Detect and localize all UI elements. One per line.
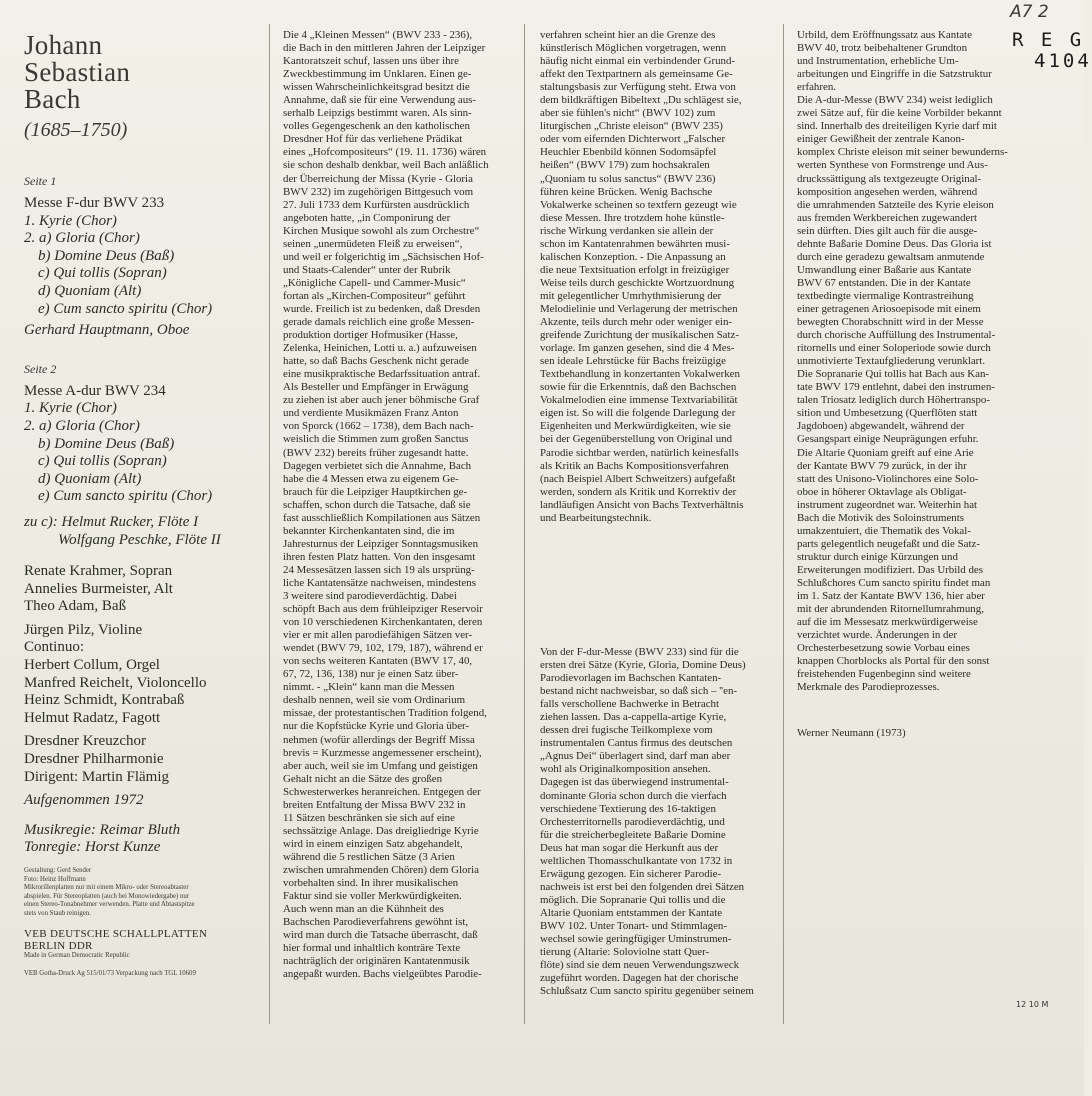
text-line: Gesangspart einige Neuprägungen erfuhr. bbox=[797, 433, 979, 446]
text-line: möglich. Die Sopranarie Qui tollis und die bbox=[540, 893, 726, 906]
text-line: und verdiente Musikmäzen Franz Anton bbox=[283, 407, 459, 420]
text-line: vier er mit allen parodiefähigen Sätzen ver- bbox=[283, 629, 473, 642]
text-line: Die Sopranarie Qui tollis hat Bach aus Kan- bbox=[797, 368, 990, 381]
text-line: die Bach in den mittleren Jahren der Leipziger bbox=[283, 42, 486, 55]
text-line: „Agnus Dei“ überlagert sind, darf man aber bbox=[540, 750, 731, 763]
text-line: Heinz Schmidt, Kontrabaß bbox=[24, 692, 185, 709]
text-line: schöpft Bach aus dem frühleipziger Reservoir bbox=[283, 603, 483, 616]
text-line: hier formal und inhaltlich konträre Texte bbox=[283, 942, 461, 955]
reg-stamp-number: 4104 bbox=[1034, 50, 1092, 72]
text-line: schon im Kantatenrahmen bewährten musi- bbox=[540, 237, 730, 250]
text-line: habe die 4 Messen etwa zu eigenem Ge- bbox=[283, 472, 459, 485]
text-line: Die 4 „Kleinen Messen“ (BWV 233 - 236), bbox=[283, 29, 473, 41]
text-line: für die streicherbegleitete Baßarie Domine bbox=[540, 828, 726, 841]
text-line: statt des Unisono-Violinchores eine Solo- bbox=[797, 472, 979, 485]
text-line: Herbert Collum, Orgel bbox=[24, 657, 160, 674]
text-line: liturgischen „Christe eleison“ (BWV 235) bbox=[540, 120, 723, 133]
text-line: brauch für die Leipziger Hauptkirchen ge- bbox=[283, 485, 468, 498]
text-line: bewegten Chorabschnitt wird in der Messe bbox=[797, 316, 984, 329]
singer-list bbox=[24, 563, 264, 616]
text-line: 3 weitere sind parodieverdächtig. Dabei bbox=[283, 590, 457, 603]
text-line: werten Synthese von Formstrenge und Aus- bbox=[797, 159, 988, 172]
text-line: wurde. Freilich ist zu bedenken, daß Dresden bbox=[283, 302, 481, 315]
text-line: BWV 67 entstanden. Die in der Kantate bbox=[797, 276, 971, 289]
text-line: Die A-dur-Messe (BWV 234) weist lediglich bbox=[797, 94, 993, 107]
text-line: Dirigent: Martin Flämig bbox=[24, 768, 169, 785]
side2-work-title: Messe A-dur BWV 234 bbox=[24, 382, 166, 399]
text-line: sein dürften. Dies gilt auch für die ausge- bbox=[797, 224, 978, 237]
text-line: BWV 232) im zugehörigen Bittgesuch vom bbox=[283, 185, 474, 198]
text-line: sie schon deshalb denkbar, weil Bach anläßlich bbox=[283, 159, 489, 172]
text-line: Jagdoboen) abgewandelt, während der bbox=[797, 420, 965, 433]
text-line: sind. Innerhalb des dreiteiligen Kyrie darf mit bbox=[797, 120, 997, 133]
text-line: Annelies Burmeister, Alt bbox=[24, 580, 173, 597]
text-line: umakzentuiert, die Thematik des Vokal- bbox=[797, 524, 971, 537]
text-line: von Sporck (1662 – 1738), dem Bach nach- bbox=[283, 420, 474, 433]
text-line: verschiedene Textierung des 16-taktigen bbox=[540, 802, 716, 815]
text-line: freistehenden Fugenbeginn sind weitere bbox=[797, 668, 971, 681]
text-line: dehnte Baßarie Domine Deus. Das Gloria ist bbox=[797, 237, 992, 250]
text-line: textbedingte viermalige Kontrastreihung bbox=[797, 289, 974, 302]
text-line: Schlußsatz Cum sancto spiritu gegenüber seinem bbox=[540, 985, 754, 998]
text-line: Annahme, daß sie für eine Verwendung aus- bbox=[283, 94, 477, 107]
text-line: zugeführt worden. Dagegen hat der chorische bbox=[540, 972, 739, 985]
text-line: einen Stereo-Tonabnehmer verwenden. Platte und Abtastspitze bbox=[24, 901, 195, 909]
text-line: Helmut Radatz, Fagott bbox=[24, 709, 161, 726]
text-line: Erweiterungen modifiziert. Das Urbild des bbox=[797, 563, 983, 576]
text-line: oboe in höherer Oktavlage als Obligat- bbox=[797, 485, 967, 498]
text-line: ziehen lassen. Das a-cappella-artige Kyrie, bbox=[540, 711, 727, 724]
label-name-line-2: BERLIN DDR bbox=[24, 939, 93, 952]
text-line: (BWV 232) bereits früher zugesandt hatte. bbox=[283, 446, 469, 459]
text-line: während die 5 restlichen Sätze (3 Arien bbox=[283, 850, 455, 863]
text-line: greifende Zurichtung der musikalischen Satz- bbox=[540, 329, 739, 342]
text-line: Parodievorlagen im Bachschen Kantaten- bbox=[540, 672, 722, 685]
column-divider bbox=[524, 24, 525, 1024]
essay-author: Werner Neumann (1973) bbox=[797, 727, 906, 739]
small-print-credits bbox=[24, 867, 264, 919]
text-line: Bachschen Parodieverfahrens gewöhnt ist, bbox=[283, 916, 469, 929]
text-line: Faktur sind sie voller Merkwürdigkeiten. bbox=[283, 890, 462, 903]
text-line: fast ausschließlich Kompilationen aus Sätzen bbox=[283, 511, 481, 524]
text-line: Orchesterbesetzung sowie Vorbau eines bbox=[797, 642, 970, 655]
text-line: eigen ist. So will die folgende Darlegung der bbox=[540, 407, 736, 420]
text-line: Kirchen Musique sowohl als zum Orchestre“ bbox=[283, 224, 480, 237]
made-in-line: Made in German Democratic Republic bbox=[24, 951, 130, 959]
text-line: aus fremden Werkbereichen zugewandert bbox=[797, 211, 978, 224]
text-line: 2. a) Gloria (Chor) bbox=[24, 230, 140, 247]
text-line: Eigenheiten und Merkwürdigkeiten, wie sie bbox=[540, 420, 731, 433]
text-line: liche Kantatensätze nachweisen, mindestens bbox=[283, 576, 476, 589]
text-line: auf die im Messesatz merkwürdigerweise bbox=[797, 616, 978, 629]
text-line: ersten drei Sätze (Kyrie, Gloria, Domine Deus) bbox=[540, 659, 746, 672]
text-line: und weil er folgerichtig im „Sächsischen Hof- bbox=[283, 250, 484, 263]
continuo-list bbox=[24, 622, 264, 728]
label-name-line-1: VEB DEUTSCHE SCHALLPLATTEN bbox=[24, 927, 208, 940]
text-line: oder vom eifernden Dichterwort „Falscher bbox=[540, 133, 726, 146]
text-line: häufig nicht einmal ein verbindender Grund- bbox=[540, 55, 736, 68]
text-line: Kantoratszeit schuf, lassen uns über ihre bbox=[283, 55, 460, 68]
text-line: brevis = Kurzmesse angemessener erscheint), bbox=[283, 746, 482, 759]
composer-years: (1685–1750) bbox=[24, 119, 128, 141]
text-line: Parodie sichtbar werden, natürlich keinesfalls bbox=[540, 446, 739, 459]
text-line: Dresdner Philharmonie bbox=[24, 751, 164, 768]
text-line: d) Quoniam (Alt) bbox=[38, 282, 142, 299]
text-line: staltungsbasis zur Verfügung steht. Etwa von bbox=[540, 81, 736, 94]
text-line: zwischen umrahmenden Chören) dem Gloria bbox=[283, 864, 479, 876]
side2-movement-list bbox=[24, 400, 264, 506]
text-line: 67, 72, 136, 138) nur je einen Satz über- bbox=[283, 668, 459, 681]
text-line: Erwägung gezogen. Ein sicherer Parodie- bbox=[540, 867, 722, 880]
text-line: bei der Gegenüberstellung von Original und bbox=[540, 433, 733, 446]
text-line: nachträglich der originären Kantatenmusik bbox=[283, 955, 470, 968]
text-line: Jürgen Pilz, Violine bbox=[24, 621, 143, 638]
text-line: „Königliche Capell- und Cammer-Music“ bbox=[283, 276, 466, 289]
text-line: weislich die Stimmen zum großen Sanctus bbox=[283, 433, 469, 446]
text-line: nur die Kopfstücke Kyrie und Gloria über- bbox=[283, 720, 470, 733]
text-line: affekt den Textpartnern als gemeinsame Ge- bbox=[540, 68, 733, 81]
text-line: Dagegen ist das überwiegend instrumental- bbox=[540, 776, 729, 789]
text-line: abspielen. Für Stereoplatten (auch bei Monowiedergabe) nur bbox=[24, 892, 190, 900]
text-line: Vokalmelodien eine immense Textvariabilität bbox=[540, 394, 738, 407]
ensemble-list bbox=[24, 733, 264, 786]
text-line: Schlußchores Cum sancto spiritu findet man bbox=[797, 576, 991, 589]
text-line: fortan als „Kirchen-Compositeur“ geführt bbox=[283, 289, 466, 302]
text-line: „Quoniam tu solus sanctus“ (BWV 236) bbox=[540, 172, 716, 185]
text-line: Vokalwerke scheinen so textfern gezeugt wie bbox=[540, 198, 737, 211]
text-line: die umrahmenden Satzteile des Kyrie eleison bbox=[797, 198, 994, 211]
text-line: tierung (Altarie: Soloviolne statt Quer- bbox=[540, 946, 710, 959]
text-line: Musikregie: Reimar Bluth bbox=[24, 821, 181, 838]
text-line: rische Wirkung verdanken sie allein der bbox=[540, 224, 714, 237]
composer-last-name: Bach bbox=[24, 84, 81, 114]
text-line: Manfred Reichelt, Violoncello bbox=[24, 674, 207, 691]
text-line: mit der abrundenden Ritornellumrahmung, bbox=[797, 603, 984, 616]
text-line: der Überreichung der Missa (Kyrie - Gloria bbox=[283, 172, 473, 185]
text-line: Heuchler Ebenbild können Sodomsäpfel bbox=[540, 146, 717, 159]
text-line: führen keine Brücken. Wenig Bachsche bbox=[540, 185, 713, 198]
text-line: hatte, so daß Bachs Geschenk nicht gerade bbox=[283, 355, 469, 368]
text-line: vorbehalten sind. In ihrer musikalischen bbox=[283, 877, 459, 890]
text-line: als Kritik an Bachs Kompositionsverfahren bbox=[540, 459, 729, 472]
text-line: seinen „unermüdeten Fleiß zu erweisen“, bbox=[283, 237, 463, 250]
text-line: bekannter Kirchenkantaten sind, die im bbox=[283, 524, 455, 537]
text-line: b) Domine Deus (Baß) bbox=[38, 435, 175, 452]
composer-middle-name: Sebastian bbox=[24, 57, 131, 87]
text-line: einiger Gewißheit der zentrale Kanon- bbox=[797, 133, 965, 146]
text-line: tate BWV 179 entlehnt, dabei den instrumen- bbox=[797, 381, 995, 394]
text-line: e) Cum sancto spiritu (Chor) bbox=[38, 300, 213, 317]
column-divider bbox=[269, 24, 270, 1024]
text-line: Melodielinie und Verlagerung der metrischen bbox=[540, 302, 738, 315]
text-line: Dresdner Kreuzchor bbox=[24, 733, 147, 750]
side1-label: Seite 1 bbox=[24, 174, 57, 188]
text-line: komposition angesehen werden, während bbox=[797, 185, 978, 198]
text-line: Weise teils durch geschickte Wortzuordnung bbox=[540, 276, 735, 289]
text-line: wechsel sowie geringfügiger Uminstrumen- bbox=[540, 933, 732, 946]
text-line: aber sie fühlen's nicht“ (BWV 102) zum bbox=[540, 107, 716, 120]
text-line: Auch wenn man an die Kühnheit des bbox=[283, 903, 444, 916]
text-line: c) Qui tollis (Sopran) bbox=[38, 453, 167, 470]
text-line: Gehalt nicht an die Sätze des großen bbox=[283, 772, 443, 785]
essay-column-2-bottom bbox=[540, 646, 778, 998]
text-line: Orchesterritornells parodieverdächtig, und bbox=[540, 815, 725, 828]
side1-soloist: Gerhard Hauptmann, Oboe bbox=[24, 322, 190, 339]
handwritten-note: A7 2 bbox=[1010, 2, 1049, 22]
side1-movement-list bbox=[24, 213, 264, 319]
text-line: Jahresturnus der Leipziger Sonntagsmusiken bbox=[283, 537, 479, 550]
text-line: d) Quoniam (Alt) bbox=[38, 470, 142, 487]
text-line: BWV 102. Unter Tonart- und Stimmlagen- bbox=[540, 919, 727, 932]
production-credits bbox=[24, 822, 264, 857]
flute-credit-2: Wolfgang Peschke, Flöte II bbox=[58, 531, 221, 548]
text-line: dem bildkräftigen Bibeltext „Du schlägest sie, bbox=[540, 94, 742, 107]
text-line: Zelenka, Heinichen, Lotti u. a.) aufzuweisen bbox=[283, 342, 477, 355]
text-line: nimmt. - „Klein“ kann man die Messen bbox=[283, 681, 455, 694]
text-line: Dresdner Hof für das verliehene Prädikat bbox=[283, 133, 463, 146]
text-line: struktur durch einige Kürzungen und bbox=[797, 550, 958, 563]
text-line: angepaßt wurden. Bachs vielgeübtes Parodie- bbox=[283, 968, 482, 981]
text-line: Merkmale des Parodieprozesses. bbox=[797, 681, 940, 694]
text-line: wird man durch die Tatsache überrascht, daß bbox=[283, 929, 478, 942]
text-line: komplex Christe eleison mit seiner bewunderns- bbox=[797, 146, 1008, 159]
text-line: angeboten hatte, „in Componirung der bbox=[283, 211, 451, 224]
text-line: wendet (BWV 79, 102, 179, 187), während er bbox=[283, 642, 483, 655]
text-line: Akzente, teils durch mehr oder weniger ein- bbox=[540, 316, 733, 329]
text-line: Die Altarie Quoniam greift auf eine Arie bbox=[797, 446, 974, 459]
text-line: nachweis ist erst bei den folgenden drei Sätzen bbox=[540, 880, 745, 893]
text-line: werden, sondern als Kritik und Korrektiv der bbox=[540, 485, 737, 498]
recording-year: Aufgenommen 1972 bbox=[24, 792, 144, 809]
text-line: missae, der protestantischen Tradition folgend, bbox=[283, 707, 487, 720]
text-line: bestand nicht nachweisbar, so daß sich – ''en- bbox=[540, 685, 738, 698]
text-line: (nach Beispiel Albert Schweitzers) aufgefaßt bbox=[540, 472, 736, 485]
text-line: durch eine geradezu gewaltsam anmutende bbox=[797, 250, 985, 263]
text-line: talen Triosatz lediglich durch Höhertranspo- bbox=[797, 394, 990, 407]
text-line: 1. Kyrie (Chor) bbox=[24, 212, 117, 229]
text-line: c) Qui tollis (Sopran) bbox=[38, 265, 167, 282]
text-line: deshalb nennen, weil sie vom Ordinarium bbox=[283, 694, 466, 707]
text-line: Mikrorillenplatten nur mit einem Mikro- oder Stereoabtaster bbox=[24, 884, 189, 892]
text-line: eine musikpraktische Bedarfssituation antraf. bbox=[283, 368, 481, 381]
text-line: 24 Messesätzen lassen sich 19 als ursprüng- bbox=[283, 563, 475, 576]
text-line: eines „Hofcompositeurs“ (19. 11. 1736) wären bbox=[283, 146, 487, 159]
text-line: Als Besteller und Empfänger in Erwägung bbox=[283, 381, 469, 394]
essay-column-1 bbox=[283, 29, 519, 981]
composer-first-name: Johann bbox=[24, 30, 103, 60]
text-line: e) Cum sancto spiritu (Chor) bbox=[38, 488, 213, 505]
text-line: zu ziehen ist aber auch jener böhmische Graf bbox=[283, 394, 480, 407]
text-line: instrument zugeordnet war. Weiterhin hat bbox=[797, 498, 978, 511]
flute-credit-1: zu c): Helmut Rucker, Flöte I bbox=[24, 513, 199, 530]
text-line: BWV 40, trotz beibehaltener Grundton bbox=[797, 42, 968, 55]
text-line: von 10 verschiedenen Kirchenkantaten, deren bbox=[283, 616, 483, 629]
text-line: dominante Gloria schon durch die vierfach bbox=[540, 789, 727, 802]
text-line: Theo Adam, Baß bbox=[24, 598, 127, 615]
catalog-code: 12 10 M bbox=[1016, 1000, 1049, 1009]
text-line: kalischen Konzeption. - Die Anpassung an bbox=[540, 250, 726, 263]
text-line: erfahren. bbox=[797, 81, 836, 94]
text-line: ihren festen Platz hatten. Von den insgesamt bbox=[283, 550, 476, 563]
text-line: weltlichen Thomasschulkantate von 1732 in bbox=[540, 854, 733, 867]
credits-column bbox=[24, 32, 264, 979]
text-line: 27. Juli 1733 dem Kurfürsten ausdrücklich bbox=[283, 198, 470, 211]
printer-line: VEB Gotha-Druck Ag 515/01/73 Verpackung nach TGL 10609 bbox=[24, 970, 196, 978]
essay-column-2-top bbox=[540, 29, 778, 525]
text-line: druckssättigung als textgezeugte Original- bbox=[797, 172, 982, 185]
text-line: volles Gegengeschenk an den katholischen bbox=[283, 120, 470, 133]
text-line: Zweckbestimmung im Unklaren. Einen ge- bbox=[283, 68, 472, 81]
text-line: Umwandlung einer Baßarie aus Kantate bbox=[797, 263, 972, 276]
text-line: sen ideale Lehrstücke für Bachs freizügige bbox=[540, 355, 726, 368]
text-line: heißen“ (BWV 179) zum hochsakralen bbox=[540, 159, 710, 172]
text-line: dessen drei fugische Teilkomplexe vom bbox=[540, 724, 713, 737]
text-line: schaffen, schon durch die Tatsache, daß sie bbox=[283, 498, 471, 511]
text-line: 11 Sätzen beschränken sie sich auf eine bbox=[283, 811, 455, 824]
text-line: Continuo: bbox=[24, 639, 85, 656]
text-line: nehmen (wofür allerdings der Begriff Missa bbox=[283, 733, 475, 746]
text-line: Dagegen verbietet sich die Annahme, Bach bbox=[283, 459, 472, 472]
text-line: flöte) sind sie dem neuen Verwendungszweck bbox=[540, 959, 740, 972]
reg-stamp-label: R E G bbox=[1012, 29, 1085, 51]
text-line: sowie für die Erkenntnis, daß den Bachschen bbox=[540, 381, 737, 394]
text-line: vorlage. Im ganzen gesehen, sind die 4 Mes- bbox=[540, 342, 735, 355]
text-line: Altarie Quoniam entstammen der Kantate bbox=[540, 906, 723, 919]
text-line: zwei Sätze auf, für die keine Vorbilder bekannt bbox=[797, 107, 1002, 120]
text-line: Renate Krahmer, Sopran bbox=[24, 563, 173, 580]
text-line: im 1. Satz der Kantate BWV 136, hier aber bbox=[797, 590, 985, 603]
text-line: sechssätzige Anlage. Das dreigliedrige Kyrie bbox=[283, 824, 479, 837]
text-line: serhalb Leipzigs bestimmt waren. Als sinn- bbox=[283, 107, 472, 120]
text-line: Urbild, dem Eröffnungssatz aus Kantate bbox=[797, 29, 972, 41]
text-line: der Kantate BWV 79 zurück, in der ihr bbox=[797, 459, 967, 472]
text-line: falls verschollene Bachwerke in Betracht bbox=[540, 698, 720, 711]
text-line: mit gelegentlicher Umrhythmisierung der bbox=[540, 289, 722, 302]
text-line: Textbehandlung in konzertanten Vokalwerken bbox=[540, 368, 740, 381]
text-line: stets von Staub reinigen. bbox=[24, 909, 91, 917]
text-line: Foto: Heinz Hoffmann bbox=[24, 875, 86, 883]
text-line: breiten Entfaltung der Missa BWV 232 in bbox=[283, 798, 466, 811]
text-line: wird in einem einzigen Satz abgehandelt, bbox=[283, 837, 463, 850]
essay-column-3 bbox=[797, 29, 1037, 694]
text-line: 1. Kyrie (Chor) bbox=[24, 400, 117, 417]
text-line: von sechs weiteren Kantaten (BWV 17, 40, bbox=[283, 655, 473, 668]
text-line: parts gelegentlich neugefaßt und die Satz- bbox=[797, 537, 980, 550]
text-line: künstlerisch Möglichen vorgetragen, wenn bbox=[540, 42, 727, 55]
text-line: einer getragenen Ariosoepisode mit einem bbox=[797, 302, 981, 315]
side1-work-title: Messe F-dur BWV 233 bbox=[24, 195, 165, 211]
text-line: die neue Textsituation erfolgt in freizügiger bbox=[540, 263, 730, 276]
side2-label: Seite 2 bbox=[24, 361, 57, 376]
text-line: Deus hat man sogar die Herkunft aus der bbox=[540, 841, 719, 854]
text-line: produktion dortiger Hofmusiker (Hasse, bbox=[283, 329, 458, 342]
text-line: Von der F-dur-Messe (BWV 233) sind für die bbox=[540, 646, 739, 658]
text-line: diese Messen. Ihre trotzdem hohe künstle- bbox=[540, 211, 725, 224]
text-line: Gestaltung: Gerd Sender bbox=[24, 867, 92, 874]
text-line: Schwesterwerkes heranreichen. Entgegen der bbox=[283, 785, 481, 798]
text-line: wissen Wahrscheinlichkeitsgrad besitzt die bbox=[283, 81, 470, 94]
text-line: und Bearbeitungstechnik. bbox=[540, 511, 652, 524]
text-line: unmotivierte Textaufgliederung verunklart. bbox=[797, 355, 986, 368]
text-line: wohl als Originalkomposition ansehen. bbox=[540, 763, 711, 776]
text-line: knappen Chorblocks als Portal für den sonst bbox=[797, 655, 990, 668]
text-line: Bach die Motivik des Soloinstruments bbox=[797, 511, 964, 524]
text-line: sition und Umbesetzung (Querflöten statt bbox=[797, 407, 978, 420]
text-line: und Staats-Calender“ unter der Rubrik bbox=[283, 263, 451, 276]
text-line: verzichtet wurde. Änderungen in der bbox=[797, 629, 957, 642]
text-line: landläufigen Ansicht von Bachs Textverhältnis bbox=[540, 498, 744, 511]
text-line: gerade damals reichlich eine große Messen- bbox=[283, 316, 475, 329]
text-line: 2. a) Gloria (Chor) bbox=[24, 417, 140, 434]
text-line: durch chorische Auffüllung des Instrumental- bbox=[797, 329, 996, 342]
text-line: aber auch, weil sie im Umfang und geistigen bbox=[283, 759, 478, 772]
text-line: Tonregie: Horst Kunze bbox=[24, 839, 161, 856]
text-line: b) Domine Deus (Baß) bbox=[38, 247, 175, 264]
text-line: verfahren scheint hier an die Grenze des bbox=[540, 29, 716, 41]
text-line: arbeitungen und Eingriffe in die Satzstruktur bbox=[797, 68, 992, 81]
column-divider bbox=[783, 24, 784, 1024]
text-line: ritornells und einer Soloperiode sowie durch bbox=[797, 342, 991, 355]
text-line: instrumentalen Cantus firmus des deutschen bbox=[540, 737, 733, 750]
text-line: und Instrumentation, erhebliche Um- bbox=[797, 55, 959, 68]
